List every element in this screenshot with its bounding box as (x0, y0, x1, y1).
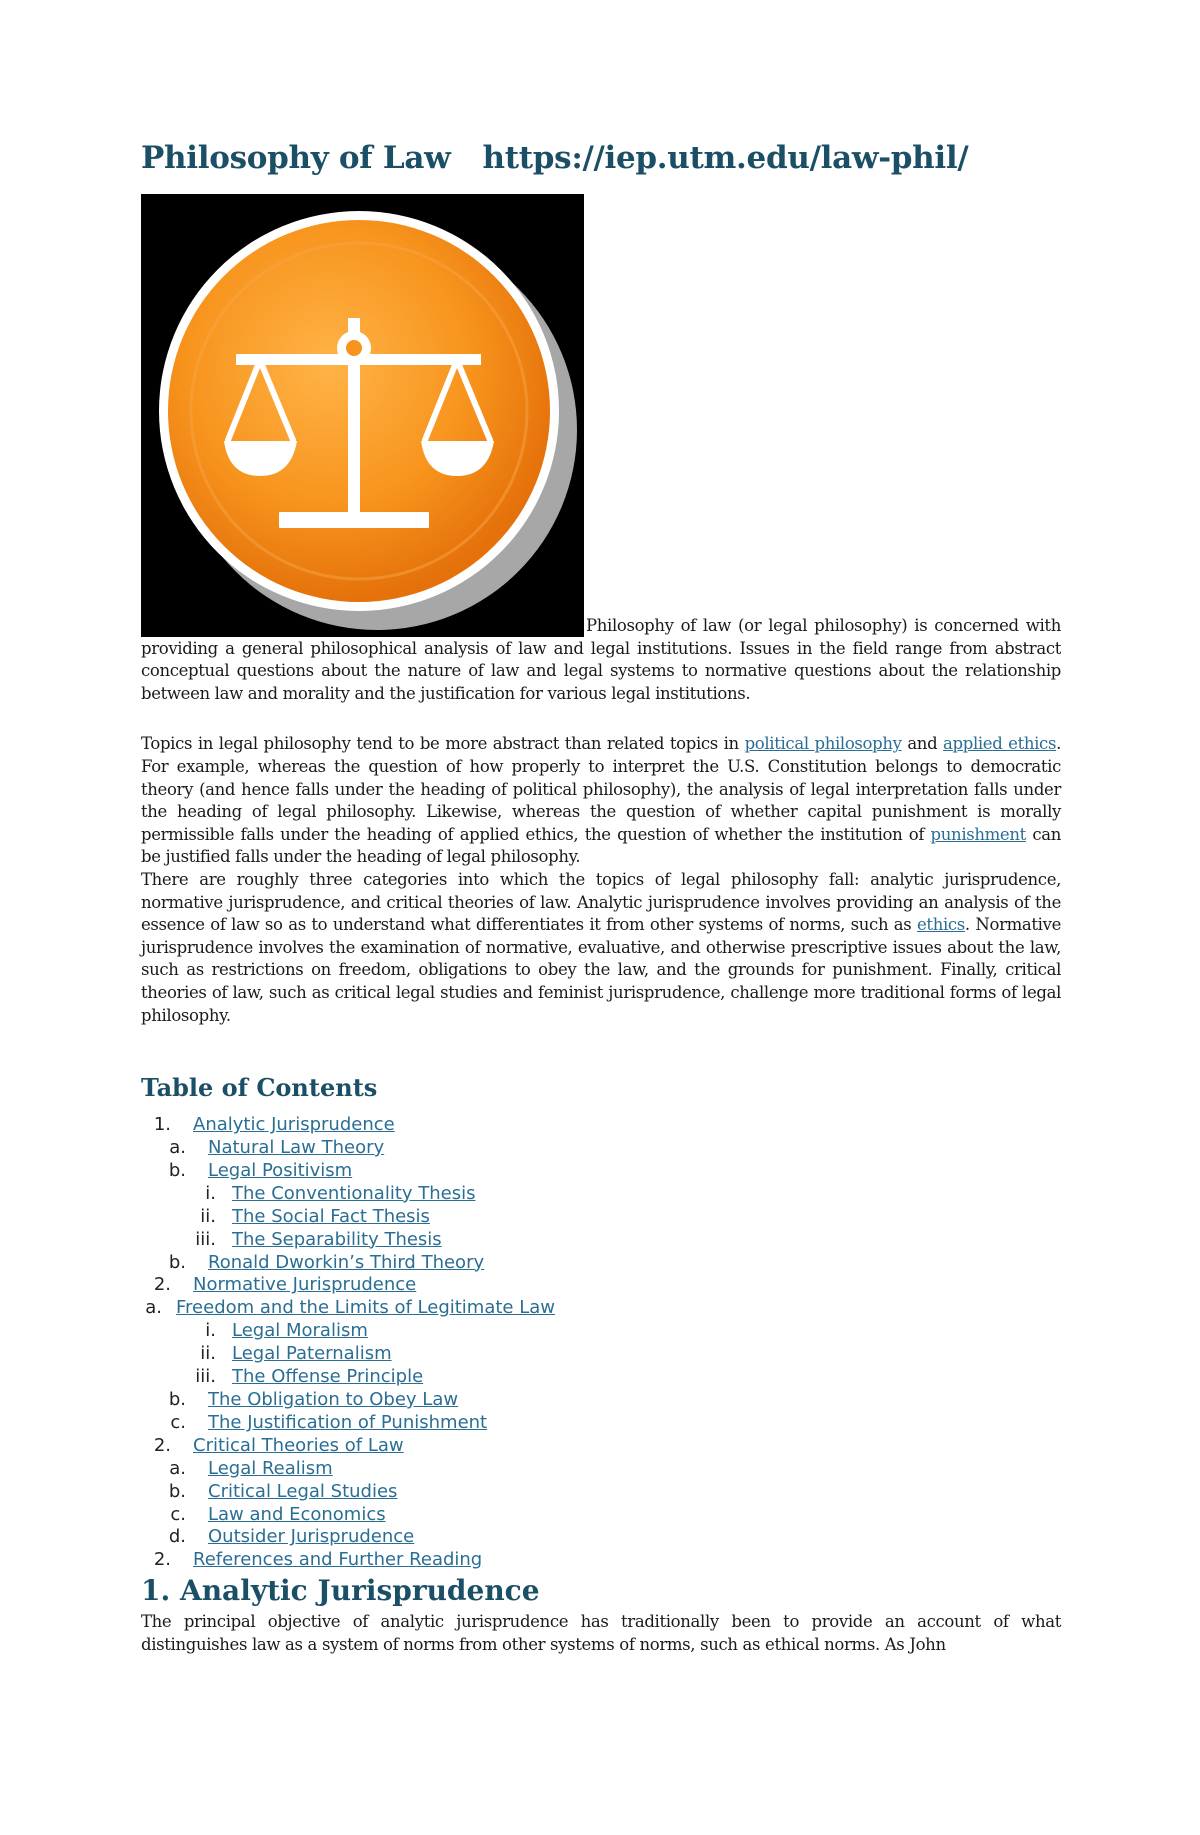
toc-title: Table of Contents (141, 1073, 378, 1103)
toc-item-number: ii. (200, 1205, 216, 1227)
punishment-link[interactable]: punishment (930, 824, 1026, 844)
toc-item (141, 1206, 1061, 1229)
toc-item (141, 1160, 1061, 1183)
intro-p3-text-a: There are roughly three categories into which the topics of legal philosophy fall: analytic jurisprudence, normative jurisprudence, and critical theories of law. Analytic jurisprudence involves providing an analysis of the essence of law so as to understand what differentiates it from other systems of norms, such as (141, 869, 1061, 935)
toc-item-number: b. (168, 1480, 186, 1502)
page-source-url: https://iep.utm.edu/law-phil/ (482, 140, 969, 176)
toc-item-number: b. (168, 1159, 186, 1181)
toc-item (141, 1412, 1061, 1435)
toc-item-number: b. (168, 1388, 186, 1410)
toc-link-legal-moralism[interactable]: Legal Moralism (232, 1320, 368, 1342)
toc-item (141, 1137, 1061, 1160)
toc-item (141, 1458, 1061, 1481)
page-title-text: Philosophy of Law (141, 140, 451, 176)
toc-item (141, 1526, 1061, 1549)
intro-p3-text-b: . Normative jurisprudence involves the examination of normative, evaluative, and otherwise prescriptive issues about the law, such as restrictions on freedom, obligations to obey the law, and the grounds for punishment. Finally, critical theories of law, such as critical legal studies and feminist jurisprudence, challenge more traditional forms of legal philosophy. (141, 915, 1061, 1025)
toc-link-legal-paternalism[interactable]: Legal Paternalism (232, 1343, 392, 1365)
toc-link-legal-positivism[interactable]: Legal Positivism (208, 1159, 353, 1181)
toc-item-number: a. (145, 1297, 162, 1319)
toc-link-critical-legal-studies[interactable]: Critical Legal Studies (208, 1480, 398, 1502)
toc-item (141, 1320, 1061, 1343)
ethics-link[interactable]: ethics (917, 915, 965, 935)
intro-paragraph-1: Philosophy of law (or legal philosophy) is concerned with providing a general philosophical analysis of law and legal institutions. Issues in the field range from abstract conceptual questions about the nature of law and legal systems to normative questions about the relationship between law and morality and the justification for various legal institutions. (141, 616, 1061, 703)
toc-item-number: 1. (153, 1114, 171, 1136)
toc-link-freedom-limits-law[interactable]: Freedom and the Limits of Legitimate Law (176, 1297, 556, 1319)
toc-link-justification-punishment[interactable]: The Justification of Punishment (208, 1411, 488, 1433)
toc-link-analytic-jurisprudence[interactable]: Analytic Jurisprudence (193, 1114, 395, 1136)
toc-link-critical-theories[interactable]: Critical Theories of Law (193, 1434, 404, 1456)
toc-item (141, 1114, 1061, 1137)
intro-p2-text-a: Topics in legal philosophy tend to be more abstract than related topics in (141, 734, 745, 754)
section1-paragraph: The principal objective of analytic jurisprudence has traditionally been to provide an account of what distinguishes law as a system of norms from other systems of norms, such as ethical norms. As John (141, 1612, 1061, 1654)
toc-item-number: c. (170, 1503, 186, 1525)
toc-item (141, 1183, 1061, 1206)
document-page (141, 140, 1061, 1656)
toc-link-separability-thesis[interactable]: The Separability Thesis (232, 1228, 442, 1250)
toc-item-number: 2. (153, 1434, 171, 1456)
toc-item (141, 1481, 1061, 1504)
toc-item-number: i. (205, 1182, 216, 1204)
toc-link-obligation-obey-law[interactable]: The Obligation to Obey Law (208, 1388, 459, 1410)
political-philosophy-link[interactable]: political philosophy (744, 734, 902, 754)
toc-item (141, 1252, 1061, 1275)
page-title (141, 140, 1061, 176)
table-of-contents (141, 1114, 1061, 1572)
toc-item-number: b. (168, 1251, 186, 1273)
toc-item-number: 2. (153, 1274, 171, 1296)
toc-link-normative-jurisprudence[interactable]: Normative Jurisprudence (193, 1274, 417, 1296)
intro-p2-text-c: . For example, whereas the question of how properly to interpret the U.S. Constitution belongs to democratic theory (and hence falls under the heading of political philosophy), the analysis of legal interpretation falls under the heading of legal philosophy. Likewise, whereas the question of whether capital punishment is morally permissible falls under the heading of applied ethics, the question of whether the institution of (141, 734, 1061, 844)
intro-p2-text-b: and (901, 734, 944, 754)
toc-item (141, 1343, 1061, 1366)
toc-item (141, 1549, 1061, 1572)
toc-link-social-fact-thesis[interactable]: The Social Fact Thesis (232, 1205, 430, 1227)
toc-item (141, 1297, 1061, 1320)
toc-item-number: iii. (195, 1366, 216, 1388)
toc-item-number: a. (169, 1137, 186, 1158)
toc-link-references[interactable]: References and Further Reading (193, 1549, 483, 1571)
intro-block (141, 194, 1061, 705)
intro-p2-text-d: can be justified falls under the heading of legal philosophy. (141, 824, 1061, 867)
toc-item-number: a. (169, 1457, 186, 1479)
toc-item-number: iii. (195, 1228, 216, 1250)
toc-link-outsider-jurisprudence[interactable]: Outsider Jurisprudence (208, 1526, 415, 1548)
toc-item (141, 1435, 1061, 1458)
toc-link-natural-law-theory[interactable]: Natural Law Theory (208, 1137, 385, 1158)
toc-item-number: d. (168, 1526, 186, 1548)
toc-item (141, 1366, 1061, 1389)
toc-item (141, 1504, 1061, 1527)
toc-item (141, 1274, 1061, 1297)
applied-ethics-link[interactable]: applied ethics (943, 734, 1057, 754)
section-heading-analytic-jurisprudence: 1. Analytic Jurisprudence (141, 1574, 540, 1608)
toc-link-conventionality-thesis[interactable]: The Conventionality Thesis (232, 1182, 476, 1204)
toc-link-law-and-economics[interactable]: Law and Economics (208, 1503, 386, 1525)
toc-item-number: i. (205, 1320, 216, 1342)
toc-item-number: c. (170, 1411, 186, 1433)
intro-paragraph-2 (141, 733, 1061, 869)
toc-item-number: ii. (200, 1343, 216, 1365)
toc-link-offense-principle[interactable]: The Offense Principle (232, 1366, 424, 1388)
intro-paragraph-3 (141, 869, 1061, 1027)
toc-item (141, 1389, 1061, 1412)
toc-link-dworkin-third-theory[interactable]: Ronald Dworkin’s Third Theory (208, 1251, 485, 1273)
toc-item (141, 1229, 1061, 1252)
toc-link-legal-realism[interactable]: Legal Realism (208, 1457, 333, 1479)
toc-item-number: 2. (153, 1549, 171, 1571)
scales-of-justice-icon (141, 194, 584, 637)
